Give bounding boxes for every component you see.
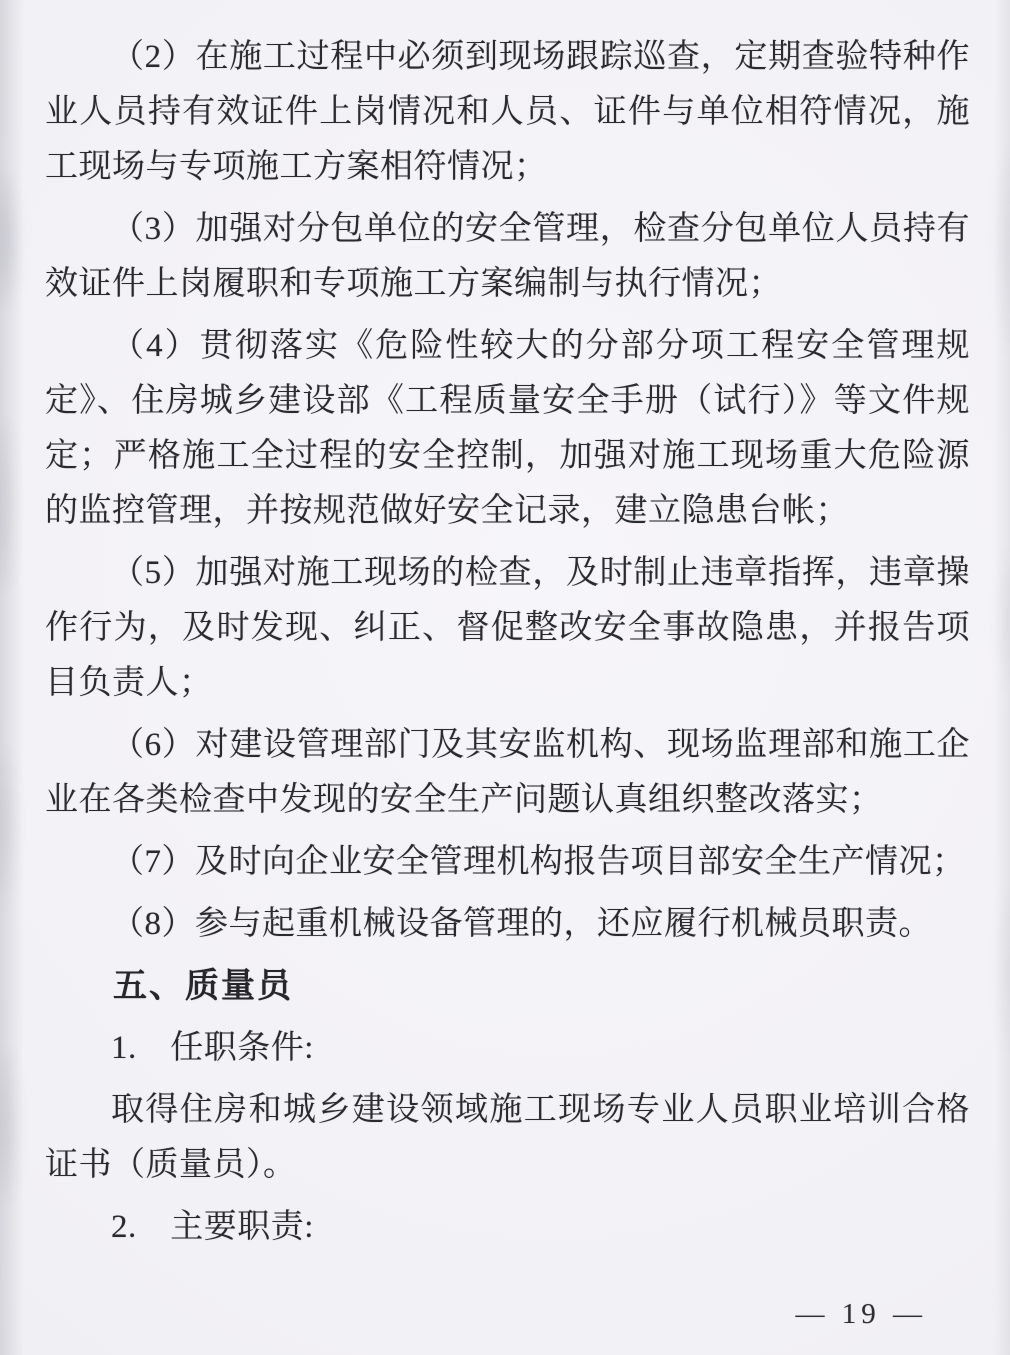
qualification-paragraph: 取得住房和城乡建设领域施工现场专业人员职业培训合格证书（质量员）。 <box>45 1092 970 1183</box>
clause-1-label: 1. 任职条件: <box>111 1030 314 1066</box>
section-heading-quality-officer: 五、质量员 <box>113 967 293 1005</box>
paragraph-item-2: （2）在施工过程中必须到现场跟踪巡查，定期查验特种作业人员持有效证件上岗情况和人员、证件与单位相符情况，施工现场与专项施工方案相符情况； <box>45 39 970 185</box>
scan-smudge <box>0 750 15 900</box>
paragraph-item-4: （4）贯彻落实《危险性较大的分部分项工程安全管理规定》、住房城乡建设部《工程质量安全手册（试行）》等文件规定；严格施工全过程的安全控制，加强对施工现场重大危险源的监控管理，并按规范做好安全记录，建立隐患台帐； <box>45 328 970 529</box>
scan-smudge <box>0 1050 18 1200</box>
clause-2-label: 2. 主要职责: <box>111 1209 314 1245</box>
scan-smudge <box>999 890 1010 1050</box>
document-body <box>45 30 970 1262</box>
scan-smudge <box>998 150 1010 350</box>
page-number: — 19 — <box>795 1298 927 1330</box>
paragraph-item-3: （3）加强对分包单位的安全管理，检查分包单位人员持有效证件上岗履职和专项施工方案编制与执行情况； <box>45 211 970 302</box>
scan-shadow-left <box>0 0 24 1355</box>
scan-smudge <box>0 420 14 590</box>
paragraph-item-6: （6）对建设管理部门及其安监机构、现场监理部和施工企业在各类检查中发现的安全生产问题认真组织整改落实； <box>45 727 970 818</box>
scan-shadow-right <box>994 0 1010 1355</box>
scan-smudge <box>999 550 1010 690</box>
scan-smudge <box>0 175 18 305</box>
paragraph-item-5: （5）加强对施工现场的检查，及时制止违章指挥，违章操作行为，及时发现、纠正、督促整改安全事故隐患，并报告项目负责人； <box>45 555 970 701</box>
paragraph-item-7: （7）及时向企业安全管理机构报告项目部安全生产情况； <box>111 844 966 880</box>
paragraph-item-8: （8）参与起重机械设备管理的，还应履行机械员职责。 <box>111 906 932 942</box>
